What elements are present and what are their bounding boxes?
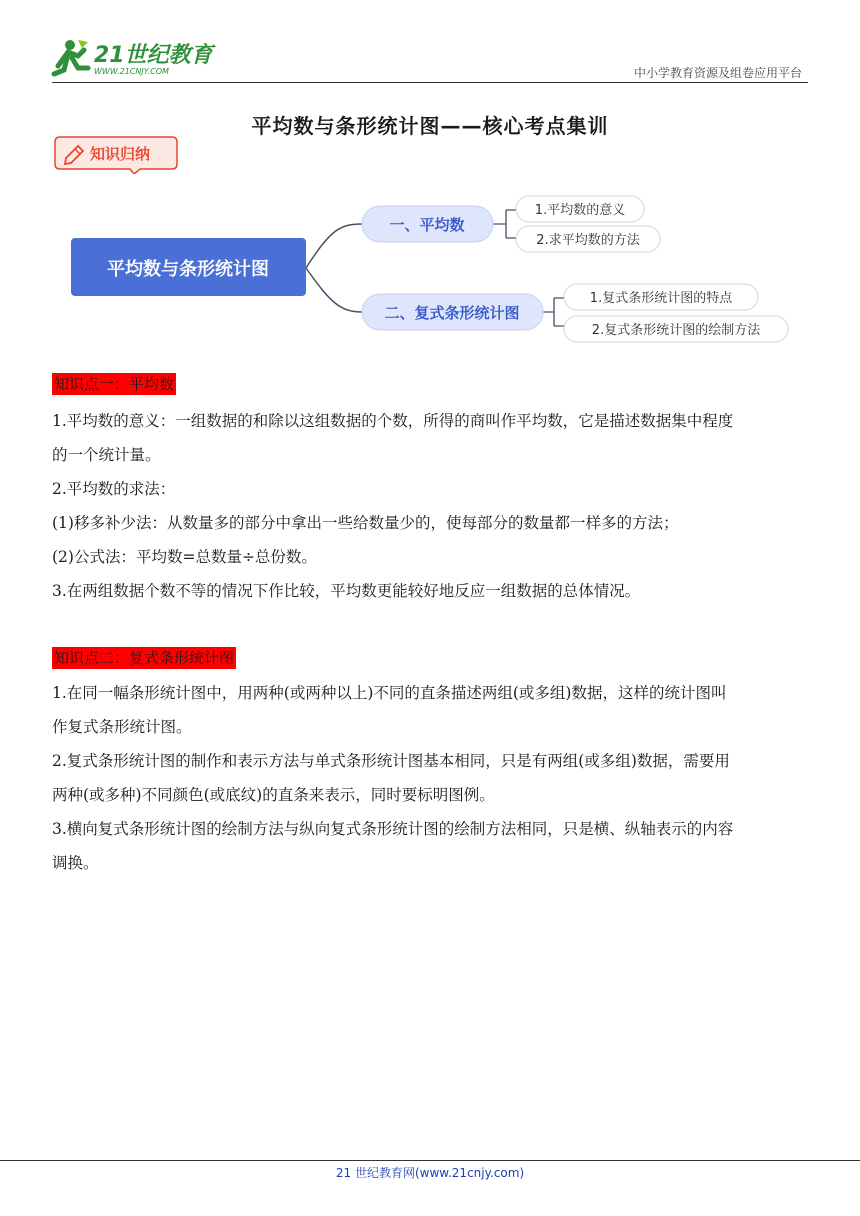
badge-label: 知识归纳 [90, 145, 151, 163]
paragraph-line: 1.平均数的意义：一组数据的和除以这组数据的个数，所得的商叫作平均数，它是描述数据集中程度 [52, 412, 734, 430]
paragraph-line: 调换。 [52, 854, 99, 872]
section-heading: 知识点一：平均数 [54, 375, 175, 393]
mindmap-leaf-label: 1.复式条形统计图的特点 [589, 291, 733, 306]
paragraph-line: 两种(或多种)不同颜色(或底纹)的直条来表示，同时要标明图例。 [52, 786, 495, 804]
footer-link[interactable]: 21 世纪教育网(www.21cnjy.com) [335, 1166, 525, 1180]
logo-text: 21世纪教育 [94, 43, 213, 68]
section-heading: 知识点二：复式条形统计图 [54, 649, 235, 667]
mindmap-leaf-label: 1.平均数的意义 [534, 203, 626, 218]
paragraph-line: 2.复式条形统计图的制作和表示方法与单式条形统计图基本相同，只是有两组(或多组)数据，需要用 [52, 752, 730, 770]
mindmap-root-label: 平均数与条形统计图 [107, 259, 269, 280]
paragraph-line: 的一个统计量。 [52, 446, 161, 464]
footer-divider [0, 1160, 860, 1161]
site-logo [48, 36, 218, 80]
mindmap-leaf-label: 2.求平均数的方法 [536, 233, 640, 248]
header-divider [52, 82, 808, 83]
mindmap-branch-label: 二、复式条形统计图 [384, 304, 520, 322]
paragraph-line: 3.横向复式条形统计图的绘制方法与纵向复式条形统计图的绘制方法相同，只是横、纵轴表示的内容 [52, 820, 734, 838]
paragraph-line: 1.在同一幅条形统计图中，用两种(或两种以上)不同的直条描述两组(或多组)数据，这样的统计图叫 [52, 684, 727, 702]
paragraph-line: (2)公式法：平均数=总数量÷总份数。 [52, 548, 317, 566]
paragraph-line: 2.平均数的求法： [52, 480, 176, 498]
paragraph-line: 作复式条形统计图。 [52, 718, 192, 736]
mindmap-branch-label: 一、平均数 [389, 216, 465, 234]
paragraph-line: 3.在两组数据个数不等的情况下作比较，平均数更能较好地反应一组数据的总体情况。 [52, 582, 641, 600]
header-slogan: 中小学教育资源及组卷应用平台 [633, 66, 802, 80]
section-body [52, 676, 810, 880]
section-body [52, 404, 810, 608]
runner-icon [54, 40, 88, 74]
logo-url: WWW.21CNJY.COM [94, 67, 169, 76]
paragraph-line: (1)移多补少法：从数量多的部分中拿出一些给数量少的，使每部分的数量都一样多的方法； [52, 514, 679, 532]
mind-map [60, 190, 820, 350]
page-title: 平均数与条形统计图——核心考点集训 [251, 114, 609, 138]
mindmap-leaf-label: 2.复式条形统计图的绘制方法 [591, 323, 761, 338]
